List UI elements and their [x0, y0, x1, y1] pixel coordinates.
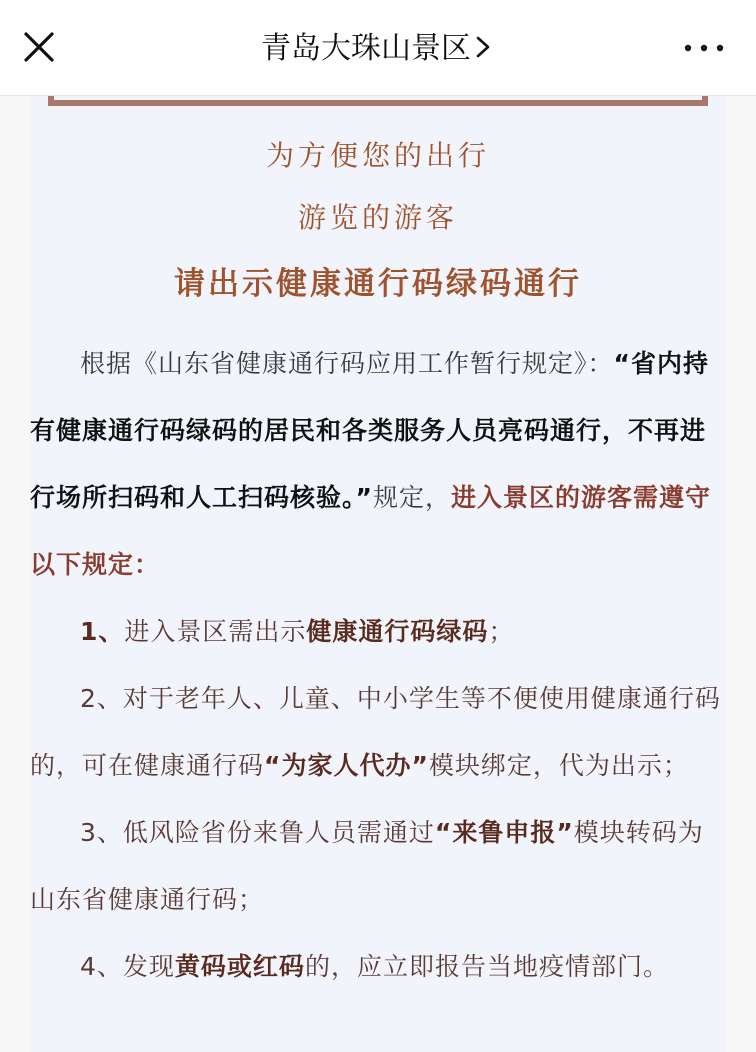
- rule-emphasis: 黄码或红码: [174, 952, 305, 981]
- rule-emphasis: “为家人代办”: [264, 751, 429, 780]
- rule-text: 发现: [122, 952, 175, 981]
- rule-text-end: ；: [488, 617, 515, 646]
- chevron-right-icon: [471, 33, 495, 61]
- intro-emphasis: 进入景区的游客需遵守以下规定：: [30, 483, 711, 579]
- decorative-frame: [48, 96, 708, 106]
- rule-text: 低风险省份来鲁人员需通过: [122, 818, 435, 847]
- intro-mid: 规定，: [372, 483, 451, 512]
- rule-item: [30, 799, 726, 933]
- nav-bar: [0, 0, 756, 96]
- rule-text: 进入景区需出示: [124, 617, 307, 646]
- rule-text-end: 模块转码为山东省健康通行码；: [30, 818, 704, 914]
- rule-item: [30, 598, 726, 665]
- article-content: [30, 96, 726, 1052]
- header-line-2: 游览的游客: [297, 201, 458, 234]
- intro-lead: 根据《山东省健康通行码应用工作暂行规定》：: [80, 349, 614, 378]
- account-title[interactable]: [0, 27, 756, 71]
- rule-number: 1、: [80, 617, 125, 646]
- rule-number: 4、: [80, 952, 123, 981]
- rule-text: 对于老年人、儿童、中小学生等不便使用健康通行码的，可在健康通行码: [30, 684, 721, 780]
- rule-text-end: 模块绑定，代为出示；: [428, 751, 689, 780]
- rule-number: 2、: [80, 684, 123, 713]
- rule-emphasis: 健康通行码绿码: [306, 617, 489, 646]
- intro-quote: “省内持有健康通行码绿码的居民和各类服务人员亮码通行，不再进行场所扫码和人工扫码核验。”: [30, 349, 709, 512]
- more-dots-icon[interactable]: [682, 38, 726, 58]
- intro-paragraph: [30, 330, 726, 598]
- article-body: [30, 330, 726, 1000]
- rule-emphasis: “来鲁申报”: [434, 818, 574, 847]
- header-line-1: 为方便您的出行: [265, 139, 490, 172]
- rule-item: [30, 933, 726, 1000]
- rule-number: 3、: [80, 818, 123, 847]
- rule-text-end: 的，应立即报告当地疫情部门。: [304, 952, 669, 981]
- account-name: 青岛大珠山景区: [261, 31, 471, 66]
- rule-item: [30, 665, 726, 799]
- header-line-3: 请出示健康通行码绿码通行: [174, 266, 582, 302]
